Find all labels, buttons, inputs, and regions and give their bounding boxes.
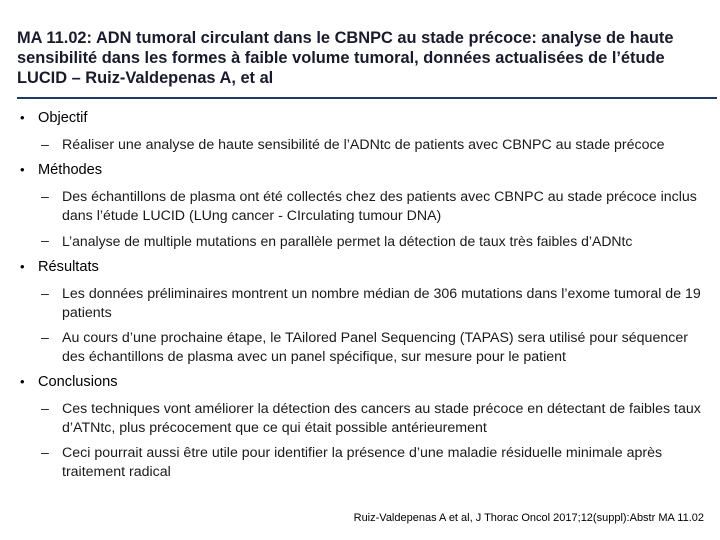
list-item-text: Ces techniques vont améliorer la détection des cancers au stade précoce en détectant de faibles taux d’ATNtc, plus précocement que ce qui était possible antérieurement: [62, 401, 701, 436]
section-heading: [0, 161, 720, 179]
section-heading-text: Méthodes: [38, 162, 103, 178]
dash-icon: –: [41, 401, 49, 417]
list-item: [0, 285, 720, 323]
dash-icon: –: [41, 137, 49, 153]
citation: Ruiz-Valdepenas A et al, J Thorac Oncol 2017;12(suppl):Abstr MA 11.02: [353, 512, 704, 524]
dash-icon: –: [41, 233, 49, 249]
section-heading: [0, 258, 720, 276]
title-divider: [17, 97, 717, 99]
list-item: [0, 400, 720, 438]
slide-content: [0, 109, 720, 488]
bullet-icon: •: [20, 110, 25, 125]
list-item-text: Au cours d’une prochaine étape, le TAilored Panel Sequencing (TAPAS) sera utilisé pour séquencer des échantillons de plasma avec un panel spécifique, sur mesure pour le patient: [62, 330, 688, 365]
dash-icon: –: [41, 286, 49, 302]
list-item: [0, 136, 720, 155]
bullet-icon: •: [20, 374, 25, 389]
list-item-text: Des échantillons de plasma ont été collectés chez des patients avec CBNPC au stade précoce inclus dans l’étude LUCID (LUng cancer - CIrculating tumour DNA): [62, 189, 697, 224]
section-heading-text: Conclusions: [38, 374, 118, 390]
section-heading: [0, 109, 720, 127]
section-objectif: [0, 109, 720, 155]
list-item-text: Ceci pourrait aussi être utile pour identifier la présence d’une maladie résiduelle minimale après traitement radical: [62, 445, 663, 480]
list-item-text: Réaliser une analyse de haute sensibilité de l’ADNtc de patients avec CBNPC au stade précoce: [62, 137, 665, 153]
list-item: [0, 188, 720, 226]
list-item-text: L’analyse de multiple mutations en parallèle permet la détection de taux très faibles d’ADNtc: [62, 233, 633, 249]
section-methodes: [0, 161, 720, 252]
list-item: [0, 329, 720, 367]
section-heading: [0, 373, 720, 391]
section-heading-text: Résultats: [38, 259, 99, 275]
bullet-icon: •: [20, 259, 25, 274]
dash-icon: –: [41, 189, 49, 205]
slide-title: MA 11.02: ADN tumoral circulant dans le CBNPC au stade précoce: analyse de haute sensibilité dans les formes à faible volume tumoral, données actualisées de l’étude LUCID – Ruiz-Valdepenas A, et al: [17, 29, 674, 87]
section-conclusions: [0, 373, 720, 482]
list-item-text: Les données préliminaires montrent un nombre médian de 306 mutations dans l’exome tumoral de 19 patients: [62, 286, 701, 321]
list-item: [0, 232, 720, 252]
section-resultats: [0, 258, 720, 367]
dash-icon: –: [41, 330, 49, 346]
list-item: [0, 444, 720, 482]
bullet-icon: •: [20, 162, 25, 177]
dash-icon: –: [41, 445, 49, 461]
section-heading-text: Objectif: [38, 110, 88, 126]
